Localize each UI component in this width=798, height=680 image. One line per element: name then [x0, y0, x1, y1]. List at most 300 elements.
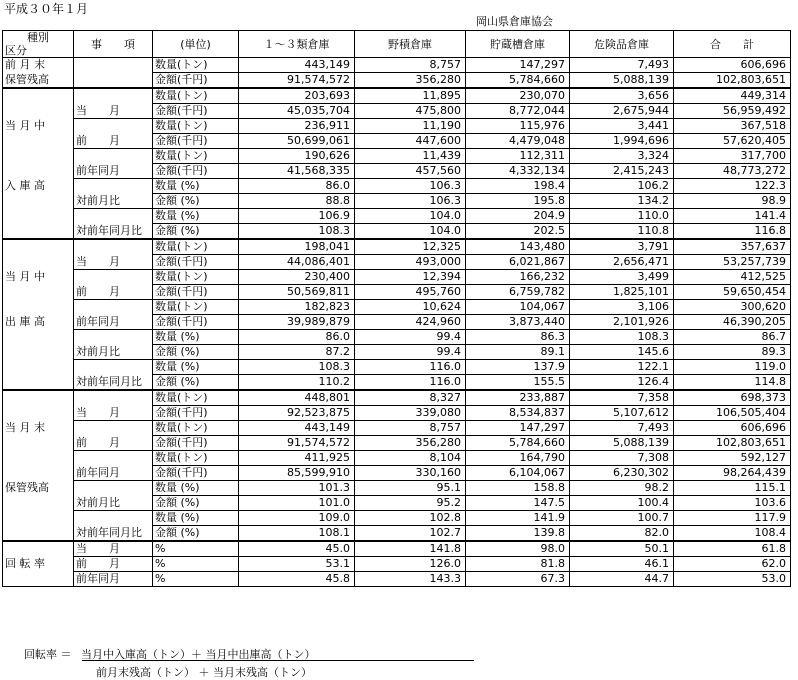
item-cell — [74, 119, 153, 134]
hazardous-value: 46.1 — [570, 557, 674, 572]
hazardous-value: 145.6 — [570, 345, 674, 360]
item-cell — [74, 179, 153, 194]
unit-cell: 数量 (%) — [153, 511, 239, 526]
hazardous-value: 3,441 — [570, 119, 674, 134]
item-cell — [74, 451, 153, 466]
total-value: 106,505,404 — [674, 406, 791, 421]
hazardous-value: 7,308 — [570, 451, 674, 466]
class123-value: 53.1 — [239, 557, 355, 572]
unit-cell: 数量(トン) — [153, 149, 239, 164]
category-cell: 保管残高 — [3, 481, 74, 496]
item-cell: 対前年同月比 — [74, 526, 153, 542]
unit-cell: 金額 (%) — [153, 345, 239, 360]
hazardous-value: 5,088,139 — [570, 436, 674, 451]
silo-value: 147,297 — [466, 421, 570, 436]
open-yard-value: 12,325 — [355, 239, 466, 255]
table-row — [3, 481, 791, 496]
unit-cell: 数量 (%) — [153, 330, 239, 345]
total-value: 300,620 — [674, 300, 791, 315]
open-yard-value: 495,760 — [355, 285, 466, 300]
class123-value: 106.9 — [239, 209, 355, 224]
total-value: 62.0 — [674, 557, 791, 572]
unit-cell: 数量 (%) — [153, 360, 239, 375]
unit-cell: 金額(千円) — [153, 255, 239, 270]
hazardous-value: 3,106 — [570, 300, 674, 315]
unit-cell: 金額 (%) — [153, 526, 239, 542]
open-yard-value: 126.0 — [355, 557, 466, 572]
class123-value: 45.0 — [239, 541, 355, 557]
item-cell: 対前月比 — [74, 345, 153, 360]
class123-value: 108.3 — [239, 224, 355, 240]
class123-value: 190,626 — [239, 149, 355, 164]
table-row — [3, 149, 791, 164]
item-cell: 当 月 — [74, 104, 153, 119]
open-yard-value: 11,895 — [355, 88, 466, 104]
table-row — [3, 119, 791, 134]
unit-cell: 金額 (%) — [153, 375, 239, 391]
unit-cell: 金額(千円) — [153, 315, 239, 330]
hazardous-value: 7,493 — [570, 421, 674, 436]
hazardous-value: 98.2 — [570, 481, 674, 496]
open-yard-value: 99.4 — [355, 345, 466, 360]
hazardous-value: 3,499 — [570, 270, 674, 285]
header-kind-line1: 種別 — [27, 31, 49, 44]
silo-value: 8,534,837 — [466, 406, 570, 421]
item-cell: 前年同月 — [74, 164, 153, 179]
open-yard-value: 99.4 — [355, 330, 466, 345]
total-value: 59,650,454 — [674, 285, 791, 300]
class123-value: 50,569,811 — [239, 285, 355, 300]
open-yard-value: 106.3 — [355, 179, 466, 194]
open-yard-value: 102.7 — [355, 526, 466, 542]
table-row — [3, 300, 791, 315]
silo-value: 233,887 — [466, 390, 570, 406]
item-cell — [74, 73, 153, 89]
category-cell: 回 転 率 — [3, 557, 74, 572]
total-value: 115.1 — [674, 481, 791, 496]
table-body — [3, 58, 791, 587]
silo-value: 141.9 — [466, 511, 570, 526]
category-cell: 入 庫 高 — [3, 179, 74, 194]
total-value: 89.3 — [674, 345, 791, 360]
hazardous-value: 134.2 — [570, 194, 674, 209]
item-cell: 対前年同月比 — [74, 224, 153, 240]
open-yard-value: 10,624 — [355, 300, 466, 315]
category-cell: 前 月 末 — [3, 58, 74, 73]
total-value: 606,696 — [674, 58, 791, 73]
table-row — [3, 406, 791, 421]
class123-value: 88.8 — [239, 194, 355, 209]
unit-cell: 金額 (%) — [153, 496, 239, 511]
table-row — [3, 285, 791, 300]
total-value: 98,264,439 — [674, 466, 791, 481]
header-kind — [3, 31, 74, 58]
silo-value: 5,784,660 — [466, 73, 570, 89]
table-row — [3, 390, 791, 406]
table-row — [3, 209, 791, 224]
open-yard-value: 12,394 — [355, 270, 466, 285]
item-cell — [74, 421, 153, 436]
category-cell — [3, 375, 74, 391]
table-row — [3, 73, 791, 89]
total-value: 141.4 — [674, 209, 791, 224]
formula-fraction-line — [82, 660, 474, 661]
hazardous-value: 1,994,696 — [570, 134, 674, 149]
warehouse-statistics-table — [2, 30, 791, 587]
category-cell — [3, 541, 74, 557]
class123-value: 86.0 — [239, 330, 355, 345]
hazardous-value: 110.8 — [570, 224, 674, 240]
table-row — [3, 375, 791, 391]
silo-value: 230,070 — [466, 88, 570, 104]
table-row — [3, 104, 791, 119]
silo-value: 98.0 — [466, 541, 570, 557]
item-cell — [74, 239, 153, 255]
item-cell — [74, 88, 153, 104]
class123-value: 45.8 — [239, 572, 355, 587]
class123-value: 92,523,875 — [239, 406, 355, 421]
category-cell — [3, 134, 74, 149]
silo-value: 115,976 — [466, 119, 570, 134]
table-row — [3, 239, 791, 255]
category-cell — [3, 496, 74, 511]
silo-value: 112,311 — [466, 149, 570, 164]
silo-value: 8,772,044 — [466, 104, 570, 119]
table-row — [3, 194, 791, 209]
header-kind-line2: 区分 — [5, 44, 27, 57]
hazardous-value: 50.1 — [570, 541, 674, 557]
hazardous-value: 3,324 — [570, 149, 674, 164]
silo-value: 139.8 — [466, 526, 570, 542]
table-row — [3, 557, 791, 572]
open-yard-value: 95.2 — [355, 496, 466, 511]
silo-value: 155.5 — [466, 375, 570, 391]
total-value: 117.9 — [674, 511, 791, 526]
open-yard-value: 356,280 — [355, 73, 466, 89]
total-value: 103.6 — [674, 496, 791, 511]
unit-cell: 数量(トン) — [153, 390, 239, 406]
header-class123: １～３類倉庫 — [239, 31, 355, 58]
class123-value: 443,149 — [239, 421, 355, 436]
unit-cell: 数量(トン) — [153, 421, 239, 436]
unit-cell: 金額(千円) — [153, 436, 239, 451]
open-yard-value: 104.0 — [355, 224, 466, 240]
category-cell — [3, 300, 74, 315]
silo-value: 147.5 — [466, 496, 570, 511]
total-value: 56,959,492 — [674, 104, 791, 119]
category-cell — [3, 466, 74, 481]
category-cell — [3, 390, 74, 406]
unit-cell: 金額(千円) — [153, 164, 239, 179]
silo-value: 147,297 — [466, 58, 570, 73]
table-row — [3, 88, 791, 104]
hazardous-value: 126.4 — [570, 375, 674, 391]
class123-value: 198,041 — [239, 239, 355, 255]
total-value: 698,373 — [674, 390, 791, 406]
class123-value: 86.0 — [239, 179, 355, 194]
category-cell — [3, 330, 74, 345]
silo-value: 86.3 — [466, 330, 570, 345]
item-cell: 当 月 — [74, 255, 153, 270]
item-cell: 前年同月 — [74, 466, 153, 481]
total-value: 102,803,651 — [674, 73, 791, 89]
category-cell: 当 月 中 — [3, 119, 74, 134]
item-cell — [74, 511, 153, 526]
silo-value: 137.9 — [466, 360, 570, 375]
hazardous-value: 3,791 — [570, 239, 674, 255]
total-value: 48,773,272 — [674, 164, 791, 179]
table-row — [3, 466, 791, 481]
unit-cell: % — [153, 541, 239, 557]
category-cell — [3, 572, 74, 587]
unit-cell: 金額(千円) — [153, 134, 239, 149]
hazardous-value: 100.7 — [570, 511, 674, 526]
category-cell — [3, 345, 74, 360]
hazardous-value: 2,415,243 — [570, 164, 674, 179]
formula-denominator: 前月末残高（トン） ＋ 当月末残高（トン） — [96, 666, 312, 679]
item-cell — [74, 149, 153, 164]
category-cell — [3, 209, 74, 224]
category-cell: 保管残高 — [3, 73, 74, 89]
open-yard-value: 424,960 — [355, 315, 466, 330]
unit-cell: 金額(千円) — [153, 406, 239, 421]
class123-value: 443,149 — [239, 58, 355, 73]
class123-value: 203,693 — [239, 88, 355, 104]
table-row — [3, 270, 791, 285]
item-cell: 対前月比 — [74, 496, 153, 511]
formula-lhs: 回転率 ＝ — [24, 648, 72, 661]
class123-value: 41,568,335 — [239, 164, 355, 179]
total-value: 412,525 — [674, 270, 791, 285]
total-value: 449,314 — [674, 88, 791, 104]
item-cell: 対前年同月比 — [74, 375, 153, 391]
unit-cell: 数量(トン) — [153, 451, 239, 466]
category-cell — [3, 451, 74, 466]
hazardous-value: 6,230,302 — [570, 466, 674, 481]
table-row — [3, 330, 791, 345]
class123-value: 85,599,910 — [239, 466, 355, 481]
silo-value: 204.9 — [466, 209, 570, 224]
unit-cell: 金額 (%) — [153, 194, 239, 209]
silo-value: 89.1 — [466, 345, 570, 360]
class123-value: 448,801 — [239, 390, 355, 406]
table-row — [3, 451, 791, 466]
category-cell: 当 月 末 — [3, 421, 74, 436]
open-yard-value: 11,190 — [355, 119, 466, 134]
hazardous-value: 2,675,944 — [570, 104, 674, 119]
item-cell: 対前月比 — [74, 194, 153, 209]
silo-value: 6,021,867 — [466, 255, 570, 270]
class123-value: 108.1 — [239, 526, 355, 542]
total-value: 108.4 — [674, 526, 791, 542]
open-yard-value: 143.3 — [355, 572, 466, 587]
category-cell — [3, 526, 74, 542]
item-cell: 当 月 — [74, 406, 153, 421]
open-yard-value: 447,600 — [355, 134, 466, 149]
hazardous-value: 2,656,471 — [570, 255, 674, 270]
table-row — [3, 345, 791, 360]
silo-value: 6,759,782 — [466, 285, 570, 300]
total-value: 592,127 — [674, 451, 791, 466]
total-value: 61.8 — [674, 541, 791, 557]
class123-value: 236,911 — [239, 119, 355, 134]
total-value: 53,257,739 — [674, 255, 791, 270]
unit-cell: 金額(千円) — [153, 73, 239, 89]
category-cell — [3, 194, 74, 209]
open-yard-value: 95.1 — [355, 481, 466, 496]
total-value: 46,390,205 — [674, 315, 791, 330]
header-total: 合 計 — [674, 31, 791, 58]
hazardous-value: 44.7 — [570, 572, 674, 587]
table-row — [3, 436, 791, 451]
formula-numerator: 当月中入庫高（トン）＋ 当月中出庫高（トン） — [81, 648, 316, 661]
silo-value: 67.3 — [466, 572, 570, 587]
category-cell: 出 庫 高 — [3, 315, 74, 330]
hazardous-value: 106.2 — [570, 179, 674, 194]
organization-name: 岡山県倉庫協会 — [476, 15, 553, 28]
open-yard-value: 457,560 — [355, 164, 466, 179]
unit-cell: 数量(トン) — [153, 239, 239, 255]
table-row — [3, 224, 791, 240]
category-cell — [3, 406, 74, 421]
item-cell: 前 月 — [74, 134, 153, 149]
table-row — [3, 255, 791, 270]
unit-cell: % — [153, 572, 239, 587]
item-cell: 当 月 — [74, 541, 153, 557]
open-yard-value: 106.3 — [355, 194, 466, 209]
category-cell — [3, 239, 74, 255]
total-value: 53.0 — [674, 572, 791, 587]
class123-value: 39,989,879 — [239, 315, 355, 330]
class123-value: 101.0 — [239, 496, 355, 511]
table-row — [3, 164, 791, 179]
item-cell: 前 月 — [74, 557, 153, 572]
item-cell — [74, 360, 153, 375]
unit-cell: 数量(トン) — [153, 270, 239, 285]
silo-value: 198.4 — [466, 179, 570, 194]
item-cell — [74, 58, 153, 73]
class123-value: 182,823 — [239, 300, 355, 315]
silo-value: 166,232 — [466, 270, 570, 285]
hazardous-value: 1,825,101 — [570, 285, 674, 300]
hazardous-value: 110.0 — [570, 209, 674, 224]
total-value: 98.9 — [674, 194, 791, 209]
class123-value: 91,574,572 — [239, 73, 355, 89]
unit-cell: 数量 (%) — [153, 179, 239, 194]
silo-value: 81.8 — [466, 557, 570, 572]
silo-value: 6,104,067 — [466, 466, 570, 481]
silo-value: 143,480 — [466, 239, 570, 255]
table-row — [3, 421, 791, 436]
open-yard-value: 356,280 — [355, 436, 466, 451]
table-row — [3, 511, 791, 526]
table-row — [3, 541, 791, 557]
open-yard-value: 493,000 — [355, 255, 466, 270]
silo-value: 4,479,048 — [466, 134, 570, 149]
hazardous-value: 7,493 — [570, 58, 674, 73]
class123-value: 45,035,704 — [239, 104, 355, 119]
header-unit: (単位) — [153, 31, 239, 58]
open-yard-value: 330,160 — [355, 466, 466, 481]
category-cell — [3, 255, 74, 270]
header-silo: 貯蔵槽倉庫 — [466, 31, 570, 58]
unit-cell: 数量(トン) — [153, 300, 239, 315]
open-yard-value: 141.8 — [355, 541, 466, 557]
total-value: 86.7 — [674, 330, 791, 345]
item-cell — [74, 209, 153, 224]
hazardous-value: 82.0 — [570, 526, 674, 542]
open-yard-value: 475,800 — [355, 104, 466, 119]
total-value: 367,518 — [674, 119, 791, 134]
category-cell — [3, 511, 74, 526]
unit-cell: 数量(トン) — [153, 88, 239, 104]
silo-value: 104,067 — [466, 300, 570, 315]
unit-cell: 数量(トン) — [153, 58, 239, 73]
table-row — [3, 179, 791, 194]
silo-value: 3,873,440 — [466, 315, 570, 330]
table-row — [3, 58, 791, 73]
category-cell — [3, 88, 74, 104]
unit-cell: 数量 (%) — [153, 481, 239, 496]
open-yard-value: 8,757 — [355, 421, 466, 436]
unit-cell: 金額(千円) — [153, 466, 239, 481]
open-yard-value: 116.0 — [355, 375, 466, 391]
hazardous-value: 100.4 — [570, 496, 674, 511]
class123-value: 91,574,572 — [239, 436, 355, 451]
class123-value: 230,400 — [239, 270, 355, 285]
category-cell — [3, 104, 74, 119]
total-value: 57,620,405 — [674, 134, 791, 149]
hazardous-value: 5,107,612 — [570, 406, 674, 421]
total-value: 357,637 — [674, 239, 791, 255]
header-open-yard: 野積倉庫 — [355, 31, 466, 58]
table-row — [3, 134, 791, 149]
unit-cell: 金額(千円) — [153, 104, 239, 119]
hazardous-value: 122.1 — [570, 360, 674, 375]
category-cell — [3, 164, 74, 179]
open-yard-value: 116.0 — [355, 360, 466, 375]
hazardous-value: 7,358 — [570, 390, 674, 406]
open-yard-value: 8,757 — [355, 58, 466, 73]
category-cell — [3, 436, 74, 451]
unit-cell: % — [153, 557, 239, 572]
open-yard-value: 339,080 — [355, 406, 466, 421]
table-row — [3, 496, 791, 511]
silo-value: 4,332,134 — [466, 164, 570, 179]
silo-value: 195.8 — [466, 194, 570, 209]
table-row — [3, 360, 791, 375]
class123-value: 411,925 — [239, 451, 355, 466]
item-cell: 前 月 — [74, 436, 153, 451]
open-yard-value: 8,327 — [355, 390, 466, 406]
table-header-row — [3, 31, 791, 58]
report-date: 平成３０年１月 — [4, 2, 89, 16]
class123-value: 101.3 — [239, 481, 355, 496]
item-cell — [74, 330, 153, 345]
total-value: 606,696 — [674, 421, 791, 436]
item-cell — [74, 481, 153, 496]
category-cell: 当 月 中 — [3, 270, 74, 285]
total-value: 119.0 — [674, 360, 791, 375]
unit-cell: 数量 (%) — [153, 209, 239, 224]
category-cell — [3, 285, 74, 300]
silo-value: 158.8 — [466, 481, 570, 496]
class123-value: 87.2 — [239, 345, 355, 360]
hazardous-value: 5,088,139 — [570, 73, 674, 89]
class123-value: 50,699,061 — [239, 134, 355, 149]
unit-cell: 金額 (%) — [153, 224, 239, 240]
silo-value: 202.5 — [466, 224, 570, 240]
